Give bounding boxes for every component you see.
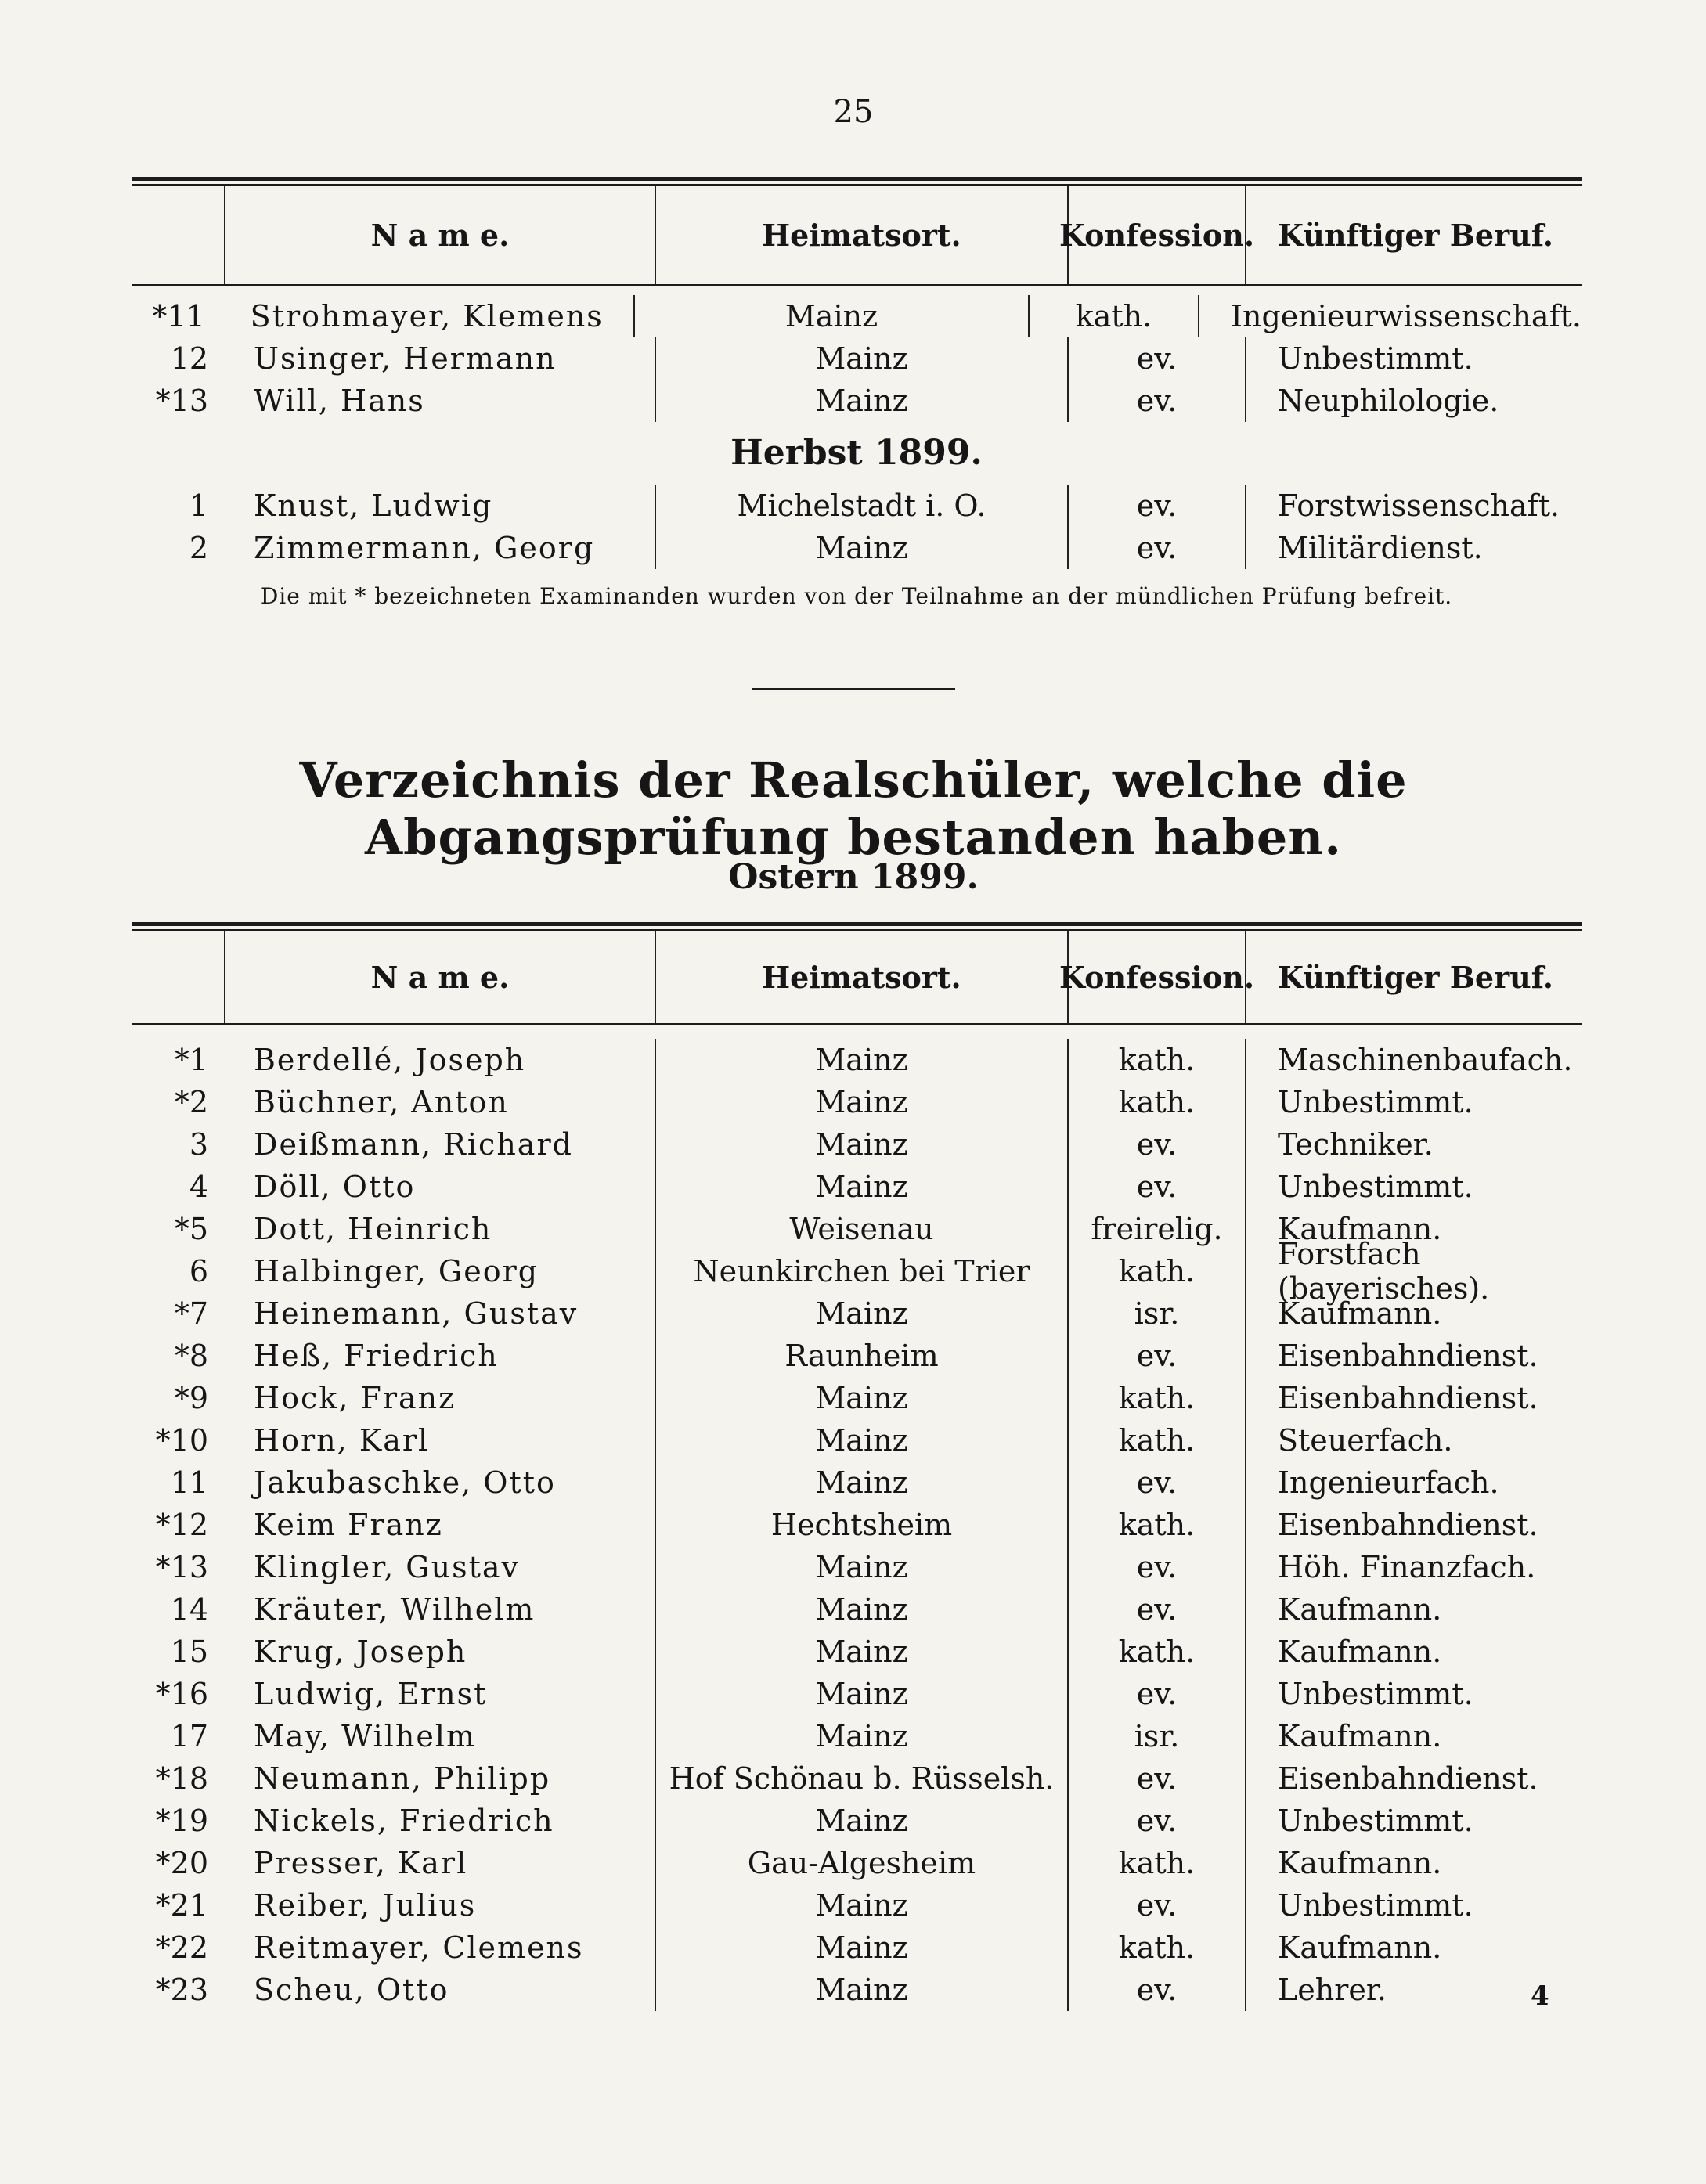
table-top-header bbox=[132, 186, 1582, 284]
row-home: Mainz bbox=[656, 380, 1069, 422]
header-profession: Künftiger Beruf. bbox=[1278, 217, 1553, 253]
row-number: *7 bbox=[174, 1296, 208, 1331]
row-name: Kräuter, Wilhelm bbox=[225, 1588, 656, 1631]
row-number: *13 bbox=[155, 1550, 208, 1584]
row-number: *21 bbox=[155, 1888, 208, 1923]
row-home: Mainz bbox=[656, 527, 1069, 569]
row-name: Nickels, Friedrich bbox=[225, 1800, 656, 1842]
row-confession: ev. bbox=[1069, 1757, 1246, 1800]
table-row bbox=[132, 380, 1582, 422]
row-home: Mainz bbox=[656, 1546, 1069, 1588]
row-confession: ev. bbox=[1069, 1884, 1246, 1926]
section-title-herbst: Herbst 1899. bbox=[730, 433, 983, 473]
row-number: *10 bbox=[155, 1423, 208, 1458]
row-home: Mainz bbox=[656, 1419, 1069, 1461]
row-profession: Kaufmann. bbox=[1278, 1592, 1442, 1627]
row-confession: kath. bbox=[1069, 1250, 1246, 1292]
footnote: Die mit * bezeichneten Examinanden wurden von der Teilnahme an der mündlichen Prüfung befreit. bbox=[260, 583, 1453, 609]
table-row bbox=[132, 1757, 1582, 1800]
row-home: Mainz bbox=[656, 1969, 1069, 2011]
row-name: Jakubaschke, Otto bbox=[225, 1461, 656, 1504]
row-number: 4 bbox=[189, 1169, 208, 1204]
row-home: Hof Schönau b. Rüsselsh. bbox=[656, 1757, 1069, 1800]
row-name: Halbinger, Georg bbox=[225, 1250, 656, 1292]
row-profession: Steuerfach. bbox=[1278, 1423, 1453, 1458]
table-row bbox=[132, 1039, 1582, 1081]
table-bottom-rule bbox=[132, 922, 1582, 931]
row-confession: isr. bbox=[1069, 1292, 1246, 1335]
row-number: *18 bbox=[155, 1761, 208, 1796]
row-number: 6 bbox=[189, 1254, 208, 1288]
row-home: Gau-Algesheim bbox=[656, 1842, 1069, 1884]
table-row bbox=[132, 1546, 1582, 1588]
row-number: 1 bbox=[189, 488, 208, 523]
row-confession: kath. bbox=[1069, 1842, 1246, 1884]
row-home: Mainz bbox=[656, 1123, 1069, 1166]
row-profession: Unbestimmt. bbox=[1278, 1888, 1473, 1923]
table-row bbox=[132, 1588, 1582, 1631]
table-row bbox=[132, 1292, 1582, 1335]
table-row bbox=[132, 1673, 1582, 1715]
row-profession: Neuphilologie. bbox=[1278, 384, 1499, 418]
row-profession: Militärdienst. bbox=[1278, 531, 1483, 565]
row-number: 2 bbox=[189, 531, 208, 565]
row-name: Berdellé, Joseph bbox=[225, 1039, 656, 1081]
row-home: Mainz bbox=[656, 1377, 1069, 1419]
row-home: Hechtsheim bbox=[656, 1504, 1069, 1546]
row-profession: Forstfach (bayerisches). bbox=[1278, 1237, 1490, 1306]
table-top-rule bbox=[132, 177, 1582, 186]
row-confession: ev. bbox=[1069, 485, 1246, 527]
table-row bbox=[132, 1715, 1582, 1757]
table-row bbox=[132, 485, 1582, 527]
row-name: Knust, Ludwig bbox=[225, 485, 656, 527]
divider-rule bbox=[752, 688, 955, 690]
table-row bbox=[132, 337, 1582, 380]
signature-mark: 4 bbox=[1531, 1980, 1549, 2012]
row-confession: kath. bbox=[1069, 1926, 1246, 1969]
row-name: Will, Hans bbox=[225, 380, 656, 422]
row-name: Dott, Heinrich bbox=[225, 1208, 656, 1250]
row-home: Mainz bbox=[656, 1166, 1069, 1208]
row-confession: kath. bbox=[1069, 1631, 1246, 1673]
page-number: 25 bbox=[833, 94, 874, 130]
header-confession: Konfession. bbox=[1069, 186, 1246, 284]
row-confession: kath. bbox=[1069, 1377, 1246, 1419]
main-heading: Verzeichnis der Realschüler, welche die Abgangsprüfung bestanden haben. bbox=[299, 751, 1408, 866]
row-confession: ev. bbox=[1069, 1588, 1246, 1631]
row-confession: isr. bbox=[1069, 1715, 1246, 1757]
row-name: Reiber, Julius bbox=[225, 1884, 656, 1926]
table-row bbox=[132, 527, 1582, 569]
row-number: *12 bbox=[155, 1508, 208, 1542]
row-profession: Eisenbahndienst. bbox=[1278, 1761, 1538, 1796]
row-confession: ev. bbox=[1069, 380, 1246, 422]
row-confession: ev. bbox=[1069, 1546, 1246, 1588]
row-confession: ev. bbox=[1069, 1969, 1246, 2011]
table-row bbox=[132, 1377, 1582, 1419]
row-confession: ev. bbox=[1069, 1335, 1246, 1377]
table-row bbox=[132, 1926, 1582, 1969]
row-number: 12 bbox=[170, 341, 208, 376]
row-confession: ev. bbox=[1069, 1166, 1246, 1208]
row-confession: kath. bbox=[1069, 1081, 1246, 1123]
row-confession: kath. bbox=[1069, 1039, 1246, 1081]
header-name: N a m e. bbox=[225, 931, 656, 1023]
table-row bbox=[132, 1969, 1582, 2011]
row-name: Hock, Franz bbox=[225, 1377, 656, 1419]
table-row bbox=[132, 1419, 1582, 1461]
row-home: Mainz bbox=[656, 1292, 1069, 1335]
row-profession: Forstwissenschaft. bbox=[1278, 488, 1560, 523]
row-profession: Kaufmann. bbox=[1278, 1296, 1442, 1331]
row-number: *2 bbox=[174, 1085, 208, 1119]
row-name: Reitmayer, Clemens bbox=[225, 1926, 656, 1969]
sub-heading: Ostern 1899. bbox=[728, 857, 979, 897]
table-row bbox=[132, 1504, 1582, 1546]
row-home: Mainz bbox=[656, 1926, 1069, 1969]
row-home: Mainz bbox=[656, 1800, 1069, 1842]
row-home: Mainz bbox=[656, 1039, 1069, 1081]
table-top-body bbox=[132, 286, 1582, 422]
row-profession: Kaufmann. bbox=[1278, 1634, 1442, 1669]
row-name: Strohmayer, Klemens bbox=[222, 295, 635, 337]
header-confession: Konfession. bbox=[1069, 931, 1246, 1023]
row-profession: Eisenbahndienst. bbox=[1278, 1508, 1538, 1542]
table-row bbox=[132, 295, 1582, 337]
row-profession: Eisenbahndienst. bbox=[1278, 1339, 1538, 1373]
row-profession: Kaufmann. bbox=[1278, 1719, 1442, 1753]
row-home: Michelstadt i. O. bbox=[656, 485, 1069, 527]
row-number: 17 bbox=[170, 1719, 208, 1753]
header-home: Heimatsort. bbox=[656, 931, 1069, 1023]
header-profession: Künftiger Beruf. bbox=[1278, 959, 1553, 995]
row-name: Horn, Karl bbox=[225, 1419, 656, 1461]
row-number: *16 bbox=[155, 1677, 208, 1711]
row-number: *13 bbox=[155, 384, 208, 418]
row-number: *1 bbox=[174, 1043, 208, 1077]
row-name: Büchner, Anton bbox=[225, 1081, 656, 1123]
row-number: *5 bbox=[174, 1212, 208, 1246]
row-confession: kath. bbox=[1030, 295, 1199, 337]
row-home: Weisenau bbox=[656, 1208, 1069, 1250]
table-bottom-body bbox=[132, 1025, 1582, 2011]
row-name: May, Wilhelm bbox=[225, 1715, 656, 1757]
row-home: Mainz bbox=[656, 1631, 1069, 1673]
row-profession: Eisenbahndienst. bbox=[1278, 1381, 1538, 1415]
row-name: Keim Franz bbox=[225, 1504, 656, 1546]
row-profession: Ingenieurfach. bbox=[1278, 1465, 1499, 1500]
row-home: Mainz bbox=[656, 1673, 1069, 1715]
table-row bbox=[132, 1335, 1582, 1377]
row-number: *9 bbox=[174, 1381, 208, 1415]
row-home: Mainz bbox=[656, 1715, 1069, 1757]
row-profession: Techniker. bbox=[1278, 1127, 1434, 1162]
row-profession: Unbestimmt. bbox=[1278, 341, 1473, 376]
row-profession: Unbestimmt. bbox=[1278, 1169, 1473, 1204]
row-number: 3 bbox=[189, 1127, 208, 1162]
table-bottom-header bbox=[132, 931, 1582, 1023]
row-number: 11 bbox=[170, 1465, 208, 1500]
row-name: Krug, Joseph bbox=[225, 1631, 656, 1673]
row-number: 14 bbox=[170, 1592, 208, 1627]
table-row bbox=[132, 1631, 1582, 1673]
row-profession: Kaufmann. bbox=[1278, 1212, 1442, 1246]
row-home: Mainz bbox=[656, 1884, 1069, 1926]
row-confession: ev. bbox=[1069, 1123, 1246, 1166]
row-profession: Unbestimmt. bbox=[1278, 1804, 1473, 1838]
row-name: Klingler, Gustav bbox=[225, 1546, 656, 1588]
row-confession: kath. bbox=[1069, 1419, 1246, 1461]
row-name: Usinger, Hermann bbox=[225, 337, 656, 380]
row-number: *23 bbox=[155, 1973, 208, 2007]
table-row bbox=[132, 1884, 1582, 1926]
row-home: Raunheim bbox=[656, 1335, 1069, 1377]
row-number: *22 bbox=[155, 1930, 208, 1965]
row-number: *8 bbox=[174, 1339, 208, 1373]
header-num-cell bbox=[132, 186, 225, 284]
table-row bbox=[132, 1461, 1582, 1504]
row-confession: ev. bbox=[1069, 1461, 1246, 1504]
row-name: Heß, Friedrich bbox=[225, 1335, 656, 1377]
row-name: Scheu, Otto bbox=[225, 1969, 656, 2011]
row-confession: ev. bbox=[1069, 1800, 1246, 1842]
row-profession: Maschinenbaufach. bbox=[1278, 1043, 1573, 1077]
row-name: Döll, Otto bbox=[225, 1166, 656, 1208]
header-num-cell bbox=[132, 931, 225, 1023]
row-profession: Unbestimmt. bbox=[1278, 1085, 1473, 1119]
table-bottom bbox=[132, 922, 1582, 2011]
row-profession: Kaufmann. bbox=[1278, 1846, 1442, 1880]
table-top bbox=[132, 177, 1582, 624]
row-name: Ludwig, Ernst bbox=[225, 1673, 656, 1715]
row-home: Neunkirchen bei Trier bbox=[656, 1250, 1069, 1292]
table-row bbox=[132, 1166, 1582, 1208]
row-profession: Höh. Finanzfach. bbox=[1278, 1550, 1536, 1584]
row-confession: kath. bbox=[1069, 1504, 1246, 1546]
row-name: Neumann, Philipp bbox=[225, 1757, 656, 1800]
header-name: N a m e. bbox=[225, 186, 656, 284]
table-row bbox=[132, 1237, 1582, 1306]
row-home: Mainz bbox=[656, 1461, 1069, 1504]
table-row bbox=[132, 1081, 1582, 1123]
row-confession: freirelig. bbox=[1069, 1208, 1246, 1250]
table-top-body-2 bbox=[132, 485, 1582, 569]
header-home: Heimatsort. bbox=[656, 186, 1069, 284]
row-confession: ev. bbox=[1069, 337, 1246, 380]
row-profession: Unbestimmt. bbox=[1278, 1677, 1473, 1711]
row-number: *11 bbox=[152, 299, 205, 333]
row-confession: ev. bbox=[1069, 527, 1246, 569]
row-name: Heinemann, Gustav bbox=[225, 1292, 656, 1335]
row-name: Presser, Karl bbox=[225, 1842, 656, 1884]
row-profession: Lehrer. bbox=[1278, 1973, 1387, 2007]
row-home: Mainz bbox=[656, 337, 1069, 380]
row-name: Deißmann, Richard bbox=[225, 1123, 656, 1166]
row-number: *19 bbox=[155, 1804, 208, 1838]
row-profession: Ingenieurwissenschaft. bbox=[1230, 299, 1582, 333]
row-home: Mainz bbox=[635, 295, 1030, 337]
table-row bbox=[132, 1800, 1582, 1842]
row-confession: ev. bbox=[1069, 1673, 1246, 1715]
row-home: Mainz bbox=[656, 1588, 1069, 1631]
row-number: 15 bbox=[170, 1634, 208, 1669]
row-profession: Kaufmann. bbox=[1278, 1930, 1442, 1965]
table-row bbox=[132, 1842, 1582, 1884]
row-number: *20 bbox=[155, 1846, 208, 1880]
row-name: Zimmermann, Georg bbox=[225, 527, 656, 569]
row-home: Mainz bbox=[656, 1081, 1069, 1123]
table-row bbox=[132, 1123, 1582, 1166]
